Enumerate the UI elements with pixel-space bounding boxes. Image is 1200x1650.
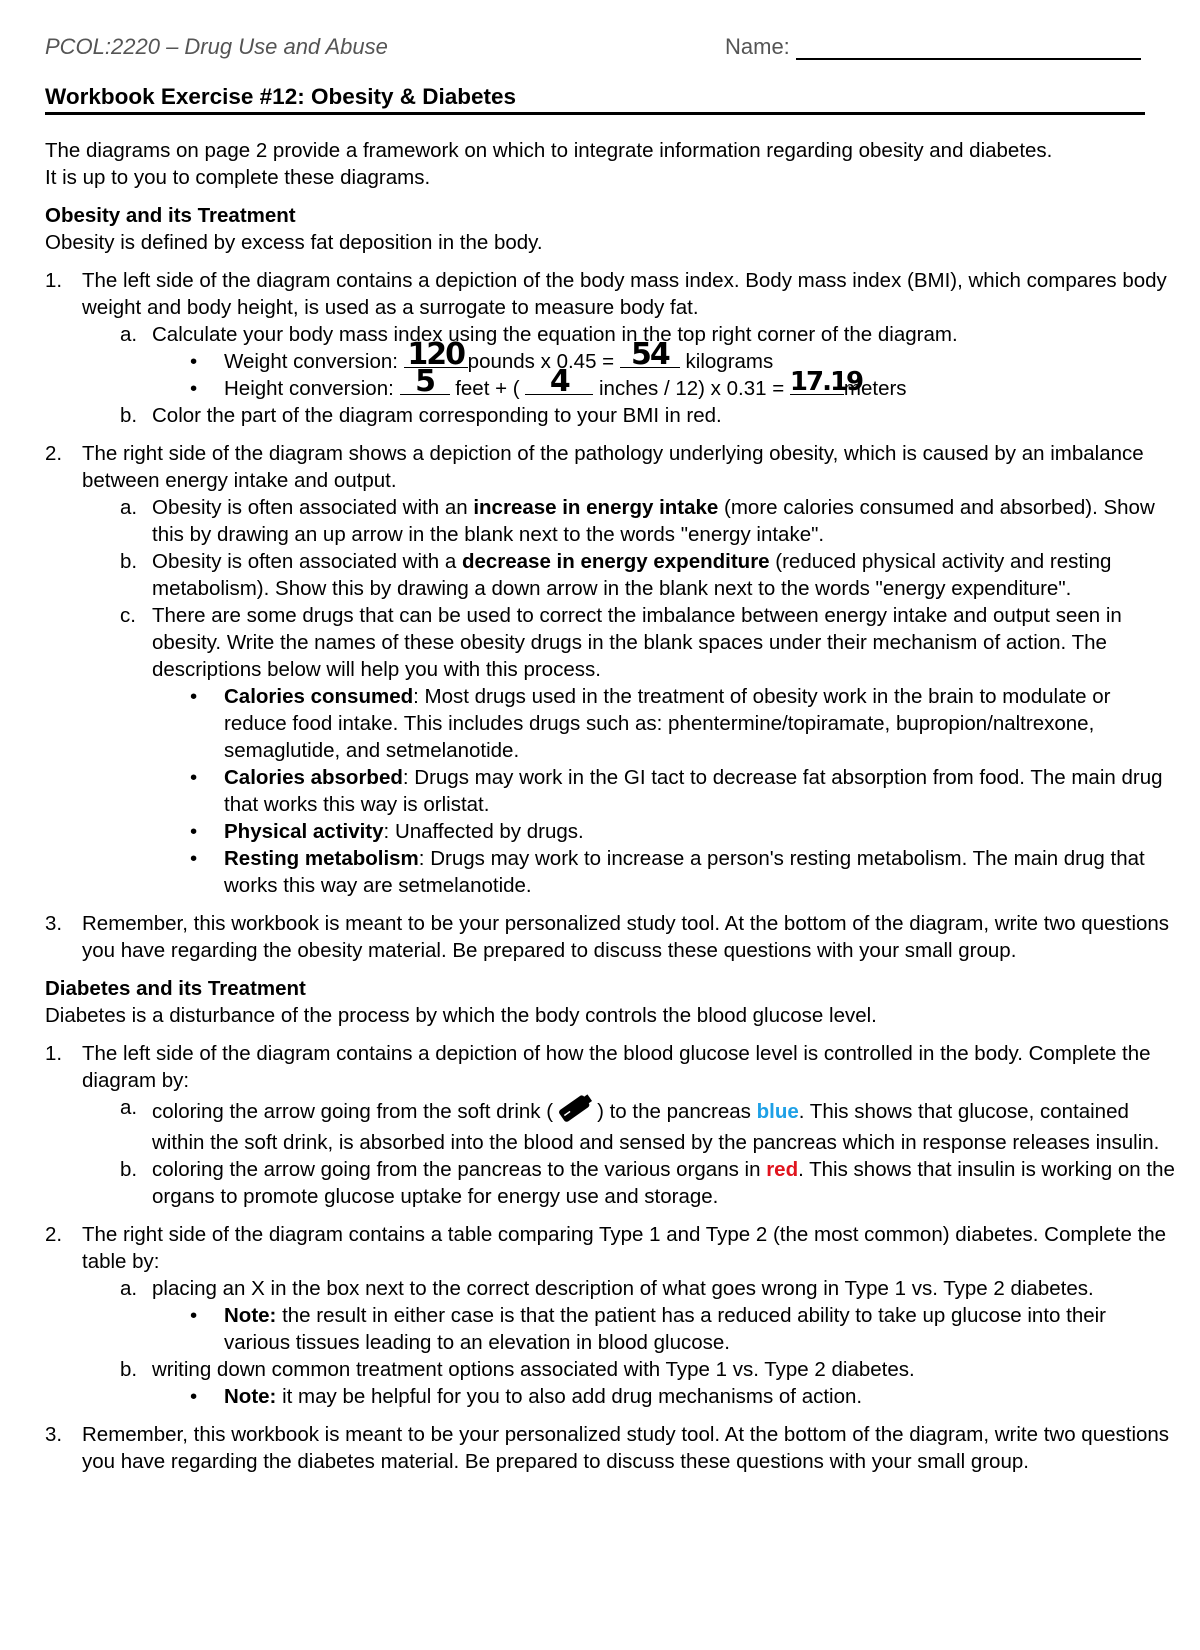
bullet-text: : Unaffected by drugs. bbox=[383, 820, 584, 843]
item-number: 2. bbox=[45, 1223, 63, 1246]
note-text: the result in either case is that the patient has a reduced ability to take up glucose into their various tissues leading to an elevation in blood glucose. bbox=[224, 1304, 1106, 1354]
height-meters-blank[interactable] bbox=[789, 367, 863, 397]
text-pre: coloring the arrow going from the pancreas to the various organs in bbox=[152, 1158, 767, 1181]
diabetes-item-1 bbox=[45, 1040, 1175, 1094]
item-text: Calculate your body mass index using the equation in the top right corner of the diagram. bbox=[152, 323, 958, 346]
name-label: Name: bbox=[725, 34, 790, 59]
height-inches-blank[interactable] bbox=[525, 364, 593, 399]
bullet-physical-activity bbox=[187, 818, 1175, 845]
soft-drink-icon bbox=[553, 1094, 597, 1129]
diabetes-note-b bbox=[187, 1383, 1175, 1410]
text-pre: Obesity is often associated with a bbox=[152, 550, 462, 573]
obesity-item-1 bbox=[45, 267, 1175, 321]
height-mid-2: inches / 12) x 0.31 = bbox=[599, 377, 785, 400]
item-letter: a. bbox=[120, 1096, 138, 1119]
note-text: it may be helpful for you to also add drug mechanisms of action. bbox=[276, 1385, 863, 1408]
item-letter: b. bbox=[120, 404, 138, 427]
bullet: • bbox=[190, 1304, 198, 1327]
item-text: There are some drugs that can be used to correct the imbalance between energy intake and output seen in obesity. Write the names of these obesity drugs in the blank spaces under their mechanism of action. The descriptions below will help you with this process. bbox=[152, 604, 1122, 681]
document-body bbox=[45, 137, 1175, 1475]
weight-pounds-handwritten: 120 bbox=[407, 337, 464, 372]
name-blank-line[interactable] bbox=[796, 36, 1141, 60]
bullet-bold: Calories consumed bbox=[224, 685, 414, 708]
diabetes-note-a bbox=[187, 1302, 1175, 1356]
item-text: The left side of the diagram contains a depiction of the body mass index. Body mass index (BMI), which compares body weight and body height, is used as a surrogate to measure body fat. bbox=[82, 269, 1167, 319]
weight-kg-blank[interactable] bbox=[620, 337, 680, 372]
item-number: 3. bbox=[45, 1423, 63, 1446]
name-field bbox=[725, 34, 1141, 60]
bullet-text: : Drugs may work to increase a person's resting metabolism. The main drug that works this way are setmelanotide. bbox=[224, 847, 1145, 897]
bullet: • bbox=[190, 847, 198, 870]
text-post: (reduced physical activity and resting metabolism). Show this by drawing a down arrow in the blank next to the words "energy expenditure". bbox=[152, 550, 1112, 600]
weight-pounds-blank[interactable] bbox=[404, 337, 468, 372]
height-unit: meters bbox=[843, 377, 907, 400]
item-text: The right side of the diagram contains a table comparing Type 1 and Type 2 (the most common) diabetes. Complete the table by: bbox=[82, 1223, 1167, 1273]
item-number: 3. bbox=[45, 912, 63, 935]
bullet: • bbox=[190, 377, 198, 400]
weight-label: Weight conversion: bbox=[224, 350, 398, 373]
weight-mid: pounds x 0.45 = bbox=[467, 350, 615, 373]
bullet-text: : Drugs may work in the GI tact to decrease fat absorption from food. The main drug that works this way is orlistat. bbox=[224, 766, 1163, 816]
item-number: 1. bbox=[45, 269, 63, 292]
item-text: Remember, this workbook is meant to be your personalized study tool. At the bottom of the diagram, write two questions you have regarding the obesity material. Be prepared to discuss these questions with your small group. bbox=[82, 912, 1170, 962]
diabetes-item-2 bbox=[45, 1221, 1175, 1275]
item-text: The left side of the diagram contains a depiction of how the blood glucose level is controlled in the body. Complete the diagram by: bbox=[82, 1042, 1151, 1092]
weight-kg-handwritten: 54 bbox=[630, 337, 669, 372]
item-text: writing down common treatment options associated with Type 1 vs. Type 2 diabetes. bbox=[152, 1358, 915, 1381]
diabetes-definition: Diabetes is a disturbance of the process by which the body controls the blood glucose level. bbox=[45, 1004, 877, 1027]
obesity-item-1b bbox=[120, 402, 1175, 429]
diabetes-item-1a bbox=[120, 1094, 1175, 1156]
bullet-calories-absorbed bbox=[187, 764, 1175, 818]
bullet-bold: Resting metabolism bbox=[224, 847, 419, 870]
item-letter: a. bbox=[120, 323, 138, 346]
item-letter: b. bbox=[120, 1158, 138, 1181]
height-label: Height conversion: bbox=[224, 377, 394, 400]
intro-line-2: It is up to you to complete these diagrams. bbox=[45, 166, 431, 189]
item-letter: b. bbox=[120, 1358, 138, 1381]
obesity-item-2c bbox=[120, 602, 1175, 683]
bullet-text: : Most drugs used in the treatment of obesity work in the brain to modulate or reduce food intake. This includes drugs such as: phentermine/topiramate, bupropion/naltrexone, semaglutide, and setmelanotide. bbox=[224, 685, 1111, 762]
note-bold: Note: bbox=[224, 1304, 277, 1327]
color-word-red: red bbox=[766, 1158, 799, 1181]
height-feet-blank[interactable] bbox=[400, 364, 450, 399]
note-bold: Note: bbox=[224, 1385, 277, 1408]
bullet: • bbox=[190, 1385, 198, 1408]
height-inches-handwritten: 4 bbox=[549, 364, 569, 399]
intro-line-1: The diagrams on page 2 provide a framework on which to integrate information regarding obesity and diabetes. bbox=[45, 139, 1053, 162]
page-header bbox=[45, 34, 1145, 64]
obesity-definition: Obesity is defined by excess fat deposition in the body. bbox=[45, 231, 543, 254]
bullet: • bbox=[190, 350, 198, 373]
bullet-bold: Physical activity bbox=[224, 820, 384, 843]
text-bold: decrease in energy expenditure bbox=[461, 550, 770, 573]
item-number: 1. bbox=[45, 1042, 63, 1065]
obesity-heading: Obesity and its Treatment bbox=[45, 204, 296, 227]
obesity-item-2 bbox=[45, 440, 1175, 494]
color-word-blue: blue bbox=[756, 1100, 799, 1123]
height-conversion-line bbox=[187, 364, 1175, 402]
item-letter: a. bbox=[120, 496, 138, 519]
diabetes-item-3 bbox=[45, 1421, 1175, 1475]
obesity-item-2a bbox=[120, 494, 1175, 548]
item-text: Color the part of the diagram corresponding to your BMI in red. bbox=[152, 404, 722, 427]
text-post: . This shows that glucose, contained within the soft drink, is absorbed into the blood and sensed by the pancreas which in response releases insulin. bbox=[152, 1100, 1160, 1154]
item-letter: c. bbox=[120, 604, 136, 627]
weight-conversion-line bbox=[187, 337, 1175, 375]
bullet: • bbox=[190, 766, 198, 789]
text-post: . This shows that insulin is working on the organs to promote glucose uptake for energy use and storage. bbox=[152, 1158, 1175, 1208]
item-letter: a. bbox=[120, 1277, 138, 1300]
text-pre: Obesity is often associated with an bbox=[152, 496, 474, 519]
height-meters-handwritten: 17.19 bbox=[789, 367, 863, 397]
diabetes-item-2a bbox=[120, 1275, 1175, 1302]
weight-unit: kilograms bbox=[685, 350, 774, 373]
bullet-resting-metabolism bbox=[187, 845, 1175, 899]
item-number: 2. bbox=[45, 442, 63, 465]
height-mid-1: feet + ( bbox=[455, 377, 520, 400]
text-post: (more calories consumed and absorbed). Show this by drawing an up arrow in the blank next to the words "energy intake". bbox=[152, 496, 1155, 546]
bullet-bold: Calories absorbed bbox=[224, 766, 403, 789]
obesity-item-2b bbox=[120, 548, 1175, 602]
bullet: • bbox=[190, 685, 198, 708]
item-letter: b. bbox=[120, 550, 138, 573]
bullet-calories-consumed bbox=[187, 683, 1175, 764]
course-title: PCOL:2220 – Drug Use and Abuse bbox=[45, 34, 388, 59]
item-text: The right side of the diagram shows a depiction of the pathology underlying obesity, which is caused by an imbalance between energy intake and output. bbox=[82, 442, 1144, 492]
text-mid: ) to the pancreas bbox=[597, 1100, 757, 1123]
height-feet-handwritten: 5 bbox=[415, 364, 434, 399]
text-pre: coloring the arrow going from the soft drink ( bbox=[152, 1100, 554, 1123]
exercise-title: Workbook Exercise #12: Obesity & Diabetes bbox=[45, 84, 1145, 115]
obesity-item-3 bbox=[45, 910, 1175, 964]
diabetes-item-2b bbox=[120, 1356, 1175, 1383]
text-bold: increase in energy intake bbox=[473, 496, 719, 519]
item-text: Remember, this workbook is meant to be your personalized study tool. At the bottom of the diagram, write two questions you have regarding the diabetes material. Be prepared to discuss these questions with your small group. bbox=[82, 1423, 1170, 1473]
diabetes-item-1b bbox=[120, 1156, 1175, 1210]
item-text: placing an X in the box next to the correct description of what goes wrong in Type 1 vs. Type 2 diabetes. bbox=[152, 1277, 1094, 1300]
bullet: • bbox=[190, 820, 198, 843]
diabetes-heading: Diabetes and its Treatment bbox=[45, 977, 306, 1000]
